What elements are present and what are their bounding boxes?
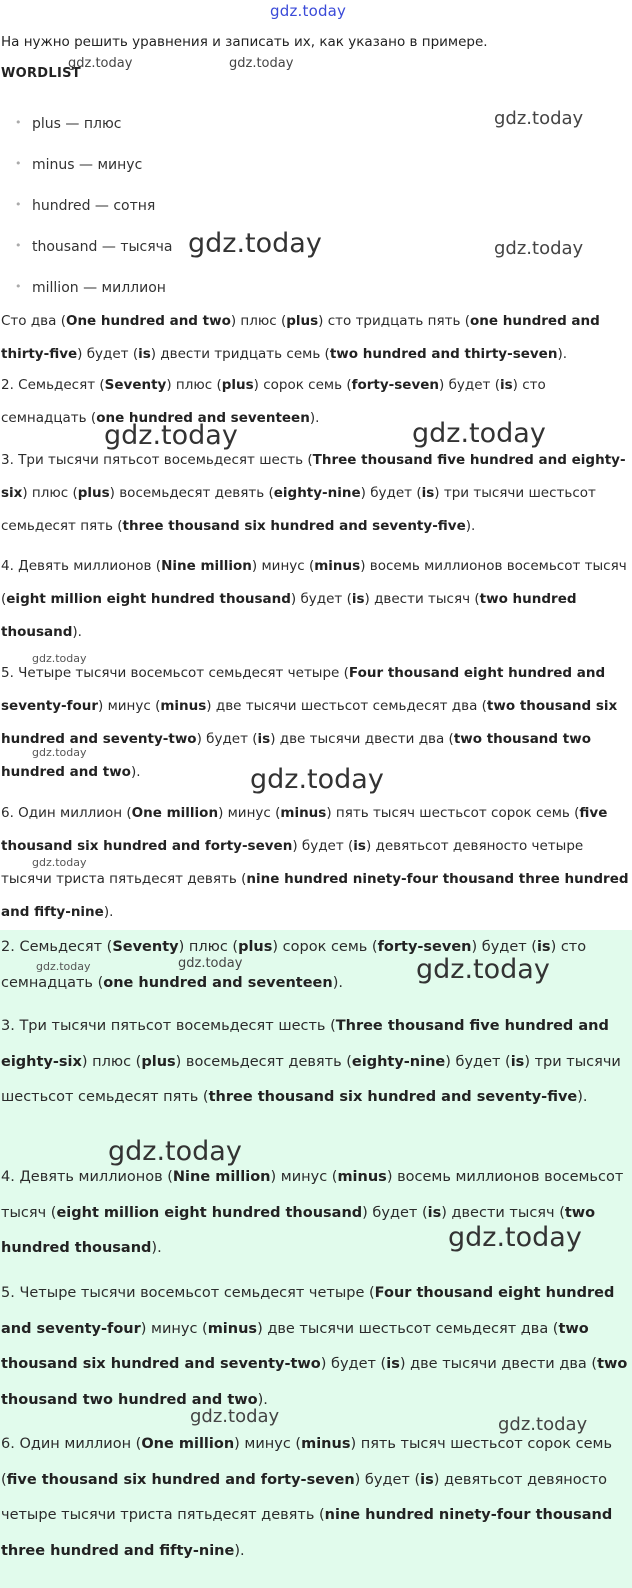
site-logo[interactable]: gdz.today <box>270 2 347 20</box>
english-term: nine hundred ninety-four thousand three hundred and fifty-nine <box>1 871 629 920</box>
english-term: one hundred and thirty-five <box>1 313 600 362</box>
english-term: forty-seven <box>351 377 440 393</box>
english-term: two hundred thousand <box>1 1204 596 1256</box>
english-term: Three thousand five hundred and eighty-six <box>1 452 626 501</box>
list-item: • thousand — тысяча <box>16 239 173 255</box>
list-item: • plus — плюс <box>16 116 121 132</box>
watermark: gdz.today <box>190 1406 280 1427</box>
english-term: two thousand six hundred and seventy-two <box>1 1320 589 1372</box>
english-term: five thousand six hundred and forty-seven <box>1 805 608 854</box>
english-term: forty-seven <box>377 939 472 955</box>
watermark: gdz.today <box>32 856 87 869</box>
english-term: Nine million <box>172 1169 271 1185</box>
english-term: minus <box>207 1320 258 1337</box>
english-term: eight million eight hundred thousand <box>6 591 291 607</box>
english-term: is <box>536 939 551 955</box>
english-term: minus <box>314 558 361 574</box>
english-term: two hundred and thirty-seven <box>329 346 558 362</box>
english-term: eighty-nine <box>351 1053 446 1070</box>
english-term: One million <box>141 1436 235 1452</box>
english-term: one hundred and seventeen <box>96 410 310 426</box>
english-term: is <box>510 1053 525 1070</box>
english-term: eight million eight hundred thousand <box>56 1204 363 1221</box>
watermark: gdz.today <box>229 56 294 71</box>
watermark: gdz.today <box>104 420 238 451</box>
english-term: one hundred and seventeen <box>103 974 333 991</box>
list-item: • hundred — сотня <box>16 198 155 214</box>
watermark: gdz.today <box>178 956 243 971</box>
watermark: gdz.today <box>32 652 87 665</box>
watermark: gdz.today <box>494 238 584 259</box>
watermark: gdz.today <box>412 418 546 449</box>
english-term: plus <box>141 1053 176 1070</box>
equation-paragraph: 3. Три тысячи пятьсот восемьдесят шесть (Three thousand five hundred and eighty-six) плюс (plus) восемьдесят девять (eighty-nine) будет (is) три тысячи шестьсот семьдесят пять (three thousand six hundred and seventy-five). <box>1 1018 621 1105</box>
english-term: minus <box>280 805 327 821</box>
english-term: plus <box>221 377 254 393</box>
english-term: plus <box>238 939 273 955</box>
english-term: three thousand six hundred and seventy-five <box>208 1089 578 1105</box>
english-term: Three thousand five hundred and eighty-six <box>1 1018 609 1070</box>
english-term: two thousand six hundred and seventy-two <box>1 698 618 747</box>
english-term: is <box>421 485 435 501</box>
equation-paragraph: 4. Девять миллионов (Nine million) минус (minus) восемь миллионов восемьсот тысяч (eight million eight hundred thousand) будет (is) двести тысяч (two hundred thousand). <box>1 1169 624 1256</box>
english-term: two thousand two hundred and two <box>1 1356 628 1408</box>
english-term: Four thousand eight hundred and seventy-four <box>1 1285 615 1337</box>
equation-paragraph: 6. Один миллион (One million) минус (minus) пять тысяч шестьсот сорок семь (five thousand six hundred and forty-seven) будет (is) девятьсот девяносто четыре тысячи триста пятьдесят девять (nine hundred ninety-four thousand three hundred and fifty-nine). <box>1 805 629 920</box>
english-term: minus <box>301 1436 351 1452</box>
english-term: nine hundred ninety-four thousand three hundred and fifty-nine <box>1 1507 613 1559</box>
answer-block <box>0 930 632 1588</box>
english-term: is <box>427 1204 442 1221</box>
english-term: plus <box>286 313 319 329</box>
english-term: is <box>499 377 513 393</box>
watermark: gdz.today <box>108 1136 242 1167</box>
english-term: is <box>351 591 365 607</box>
watermark: gdz.today <box>448 1222 582 1253</box>
equation-paragraph: 5. Четыре тысячи восемьсот семьдесят четыре (Four thousand eight hundred and seventy-four) минус (minus) две тысячи шестьсот семьдесят два (two thousand six hundred and seventy-two) будет (is) две тысячи двести два (two thousand two hundred and two). <box>1 665 618 780</box>
english-term: is <box>353 838 366 854</box>
watermark: gdz.today <box>68 56 133 71</box>
watermark: gdz.today <box>32 746 87 759</box>
watermark: gdz.today <box>494 108 584 129</box>
equation-paragraph: Сто два (One hundred and two) плюс (plus) сто тридцать пять (one hundred and thirty-five) будет (is) двести тридцать семь (two hundred and thirty-seven). <box>1 313 600 362</box>
english-term: Seventy <box>104 377 167 393</box>
english-term: plus <box>77 485 110 501</box>
english-term: two thousand two hundred and two <box>1 731 591 780</box>
english-term: is <box>257 731 271 747</box>
wordlist-heading: WORDLIST <box>1 66 81 81</box>
equation-paragraph: 5. Четыре тысячи восемьсот семьдесят четыре (Four thousand eight hundred and seventy-four) минус (minus) две тысячи шестьсот семьдесят два (two thousand six hundred and seventy-two) будет (is) две тысячи двести два (two thousand two hundred and two). <box>1 1285 628 1408</box>
english-term: eighty-nine <box>273 485 361 501</box>
watermark: gdz.today <box>498 1414 588 1435</box>
watermark: gdz.today <box>36 960 91 973</box>
watermark: gdz.today <box>416 954 550 985</box>
list-item: • million — миллион <box>16 280 166 296</box>
english-term: One hundred and two <box>65 313 231 329</box>
watermark: gdz.today <box>250 764 384 795</box>
intro-text: На нужно решить уравнения и записать их, как указано в примере. <box>1 34 488 50</box>
english-term: two hundred thousand <box>1 591 577 640</box>
english-term: One million <box>131 805 219 821</box>
english-term: is <box>138 346 151 362</box>
english-term: five thousand six hundred and forty-seven <box>6 1471 355 1488</box>
equation-paragraph: 3. Три тысячи пятьсот восемьдесят шесть (Three thousand five hundred and eighty-six) плюс (plus) восемьдесят девять (eighty-nine) будет (is) три тысячи шестьсот семьдесят пять (three thousand six hundred and seventy-five). <box>1 452 626 534</box>
english-term: Seventy <box>112 939 179 955</box>
list-item: • minus — минус <box>16 157 142 173</box>
english-term: is <box>420 1471 434 1488</box>
english-term: minus <box>160 698 207 714</box>
english-term: Four thousand eight hundred and seventy-four <box>1 665 606 714</box>
english-term: minus <box>337 1169 387 1185</box>
equation-paragraph: 4. Девять миллионов (Nine million) минус (minus) восемь миллионов восемьсот тысяч (eight million eight hundred thousand) будет (is) двести тысяч (two hundred thousand). <box>1 558 627 640</box>
equation-paragraph: 6. Один миллион (One million) минус (minus) пять тысяч шестьсот сорок семь (five thousand six hundred and forty-seven) будет (is) девятьсот девяносто четыре тысячи триста пятьдесят девять (nine hundred ninety-four thousand three hundred and fifty-nine). <box>1 1436 613 1559</box>
equation-paragraph: 2. Семьдесят (Seventy) плюс (plus) сорок семь (forty-seven) будет (is) сто семнадцать (one hundred and seventeen). <box>1 939 587 991</box>
equation-paragraph: 2. Семьдесят (Seventy) плюс (plus) сорок семь (forty-seven) будет (is) сто семнадцать (one hundred and seventeen). <box>1 377 546 426</box>
english-term: three thousand six hundred and seventy-five <box>122 518 466 534</box>
english-term: is <box>386 1356 400 1372</box>
watermark: gdz.today <box>188 228 322 259</box>
english-term: Nine million <box>161 558 252 574</box>
